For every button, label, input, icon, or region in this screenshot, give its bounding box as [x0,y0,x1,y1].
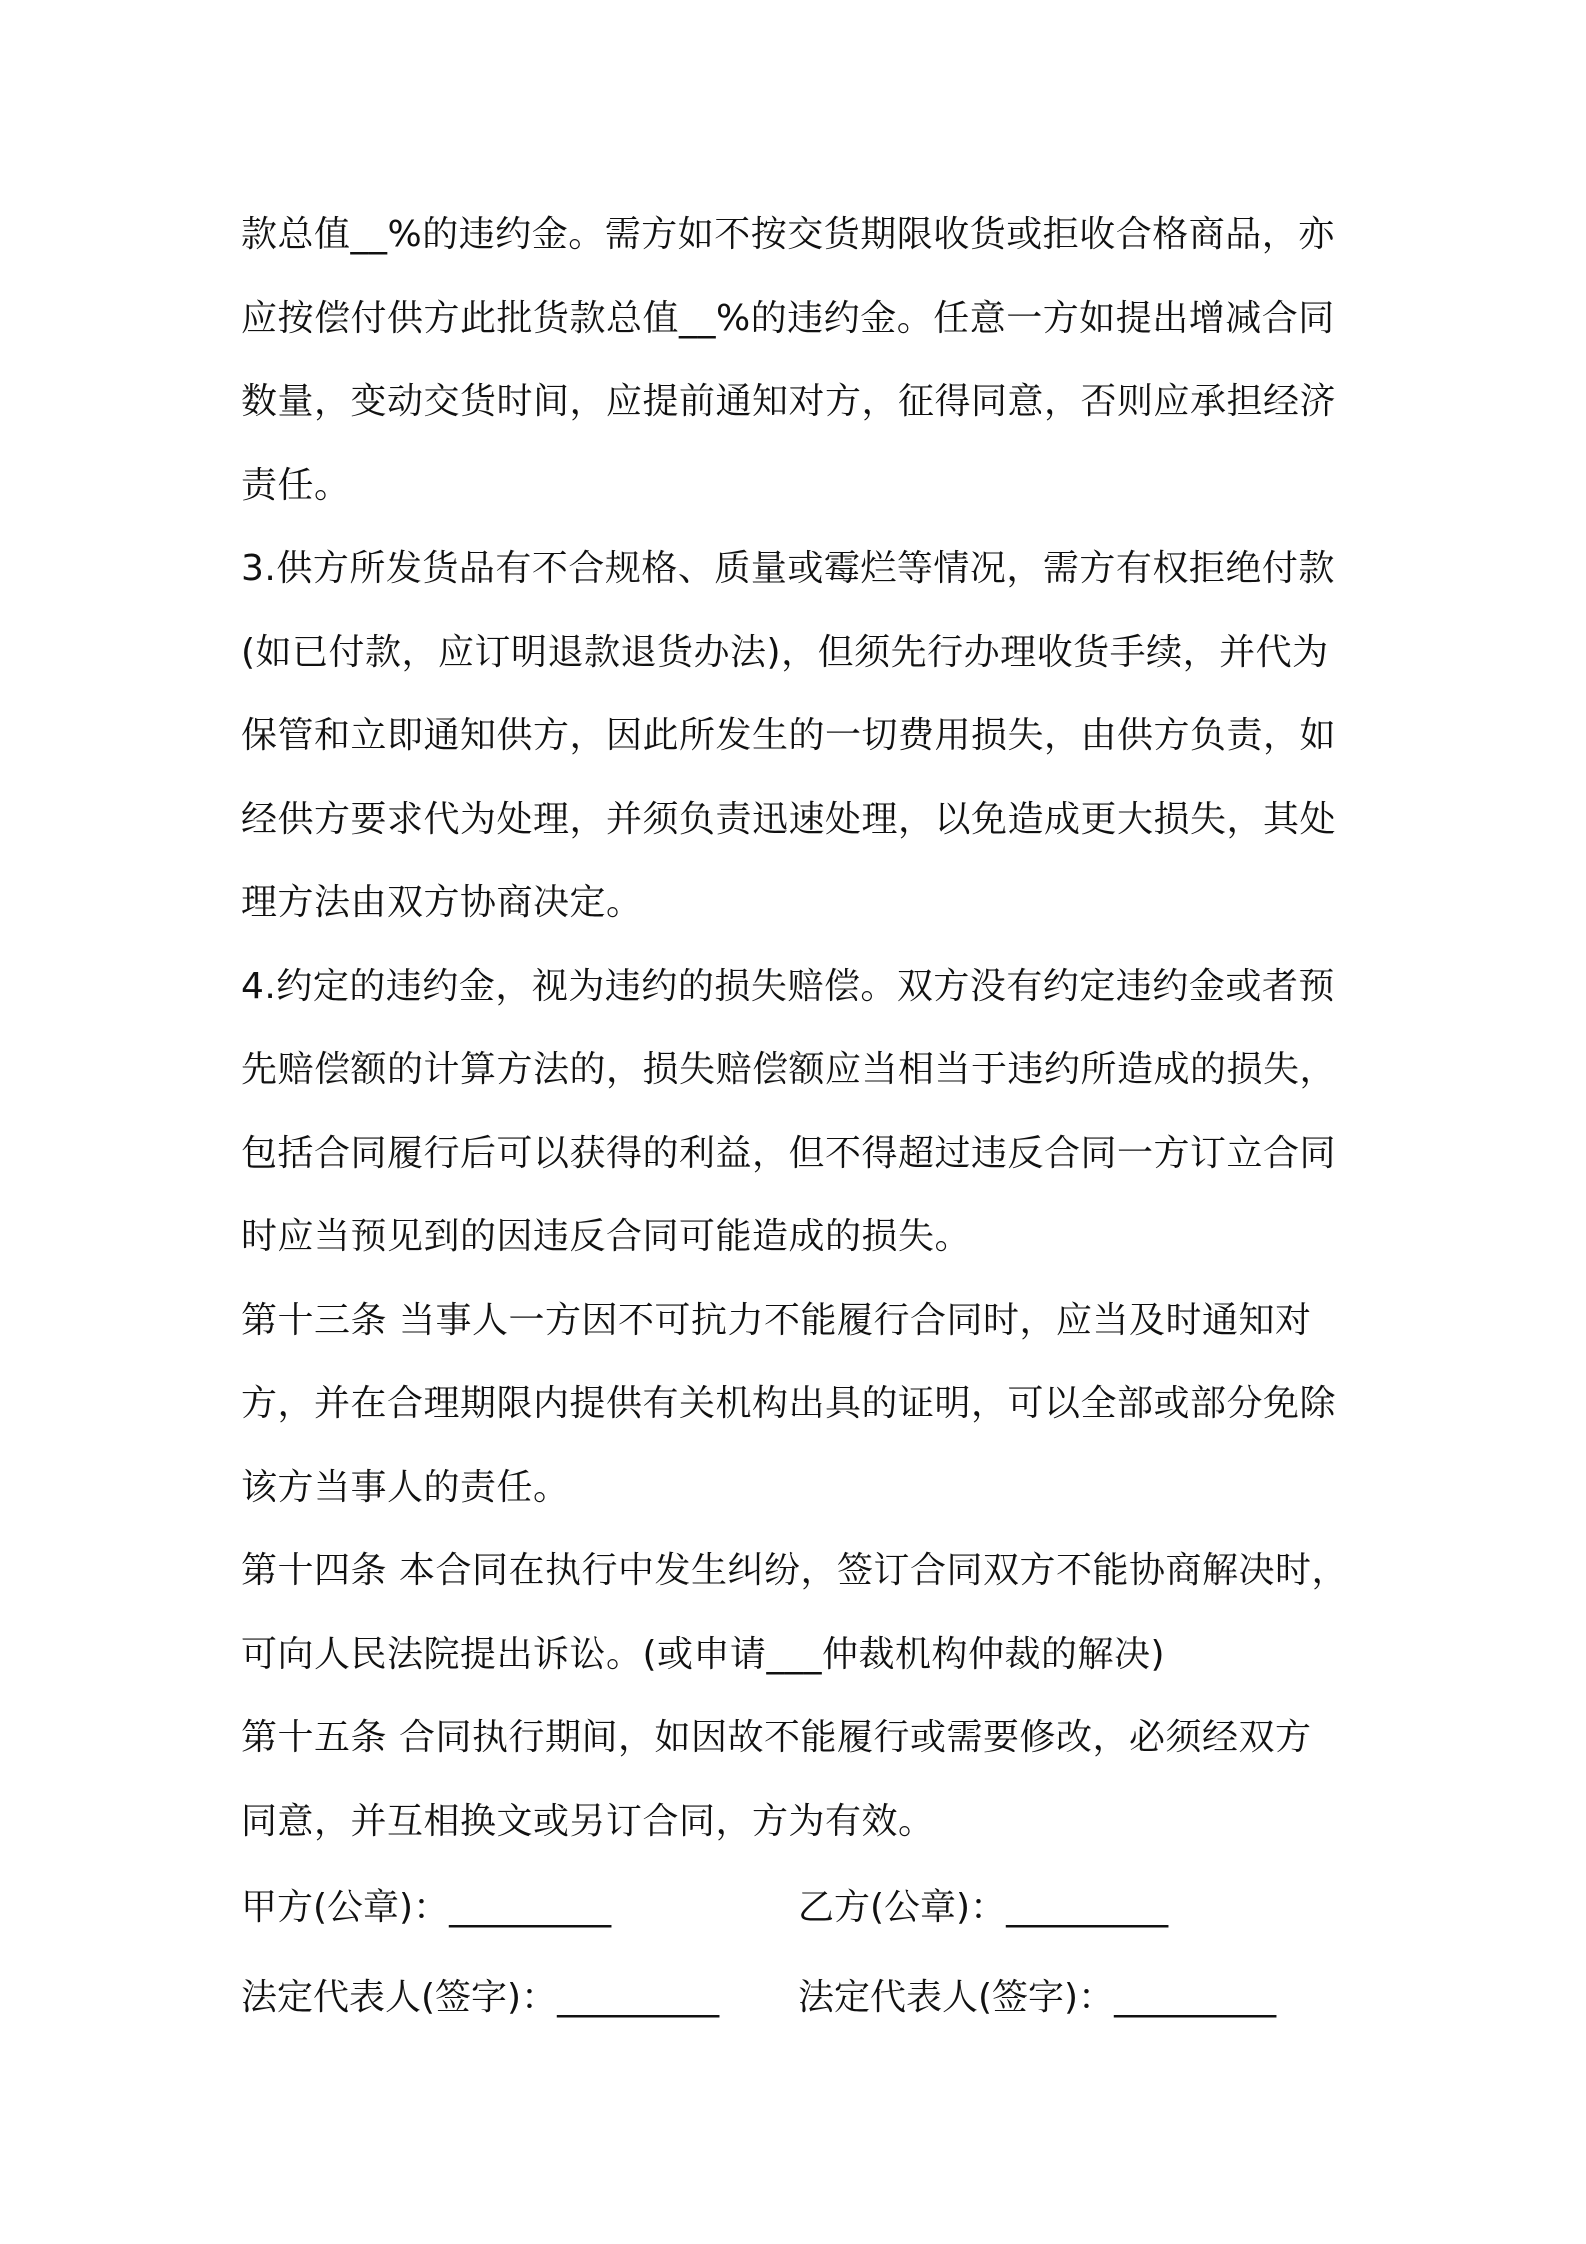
article-15-line: 第十五条 合同执行期间，如因故不能履行或需要修改，必须经双方 [241,1717,1312,1758]
text-line: 理方法由双方协商决定。 [241,882,643,923]
text-line: 该方当事人的责任。 [241,1466,570,1508]
clause-4-line: 4.约定的违约金，视为违约的损失赔偿。双方没有约定违约金或者预 [241,965,1335,1007]
article-13-line: 第十三条 当事人一方因不可抗力不能履行合同时，应当及时通知对 [241,1299,1312,1341]
text-line: 包括合同履行后可以获得的利益，但不得超过违反合同一方订立合同 [241,1132,1337,1174]
party-b-representative-field: 法定代表人(签字)：_________ [798,1977,1277,2018]
text-line: 责任。 [241,464,351,506]
text-line: 方，并在合理期限内提供有关机构出具的证明，可以全部或部分免除 [241,1383,1337,1424]
text-line: 应按偿付供方此批货款总值__%的违约金。任意一方如提出增减合同 [241,297,1335,339]
text-line: 数量，变动交货时间，应提前通知对方，征得同意，否则应承担经济 [241,381,1337,422]
text-line: 经供方要求代为处理，并须负责迅速处理，以免造成更大损失，其处 [241,798,1337,840]
clause-3-line: 3.供方所发货品有不合规格、质量或霉烂等情况，需方有权拒绝付款 [241,548,1335,589]
text-line: 时应当预见到的因违反合同可能造成的损失。 [241,1216,972,1257]
contract-body [241,193,1371,2043]
party-b-seal-field: 乙方(公章)：_________ [798,1887,1169,1928]
text-line: (如已付款，应订明退款退货办法)，但须先行办理收货手续，并代为 [241,631,1329,673]
text-line: 款总值__%的违约金。需方如不按交货期限收货或拒收合格商品，亦 [241,214,1335,255]
text-line: 可向人民法院提出诉讼。(或申请___仲裁机构仲裁的解决) [241,1633,1166,1675]
article-14-line: 第十四条 本合同在执行中发生纠纷，签订合同双方不能协商解决时， [241,1550,1348,1591]
seal-signature-row [241,1863,1371,1953]
representative-signature-row [241,1953,1371,2043]
text-line: 保管和立即通知供方，因此所发生的一切费用损失，由供方负责，如 [241,715,1337,756]
party-a-representative-field: 法定代表人(签字)：_________ [241,1977,720,2018]
party-a-seal-field: 甲方(公章)：_________ [241,1887,612,1928]
text-line: 先赔偿额的计算方法的，损失赔偿额应当相当于违约所造成的损失， [241,1049,1337,1090]
text-line: 同意，并互相换文或另订合同，方为有效。 [241,1800,935,1842]
